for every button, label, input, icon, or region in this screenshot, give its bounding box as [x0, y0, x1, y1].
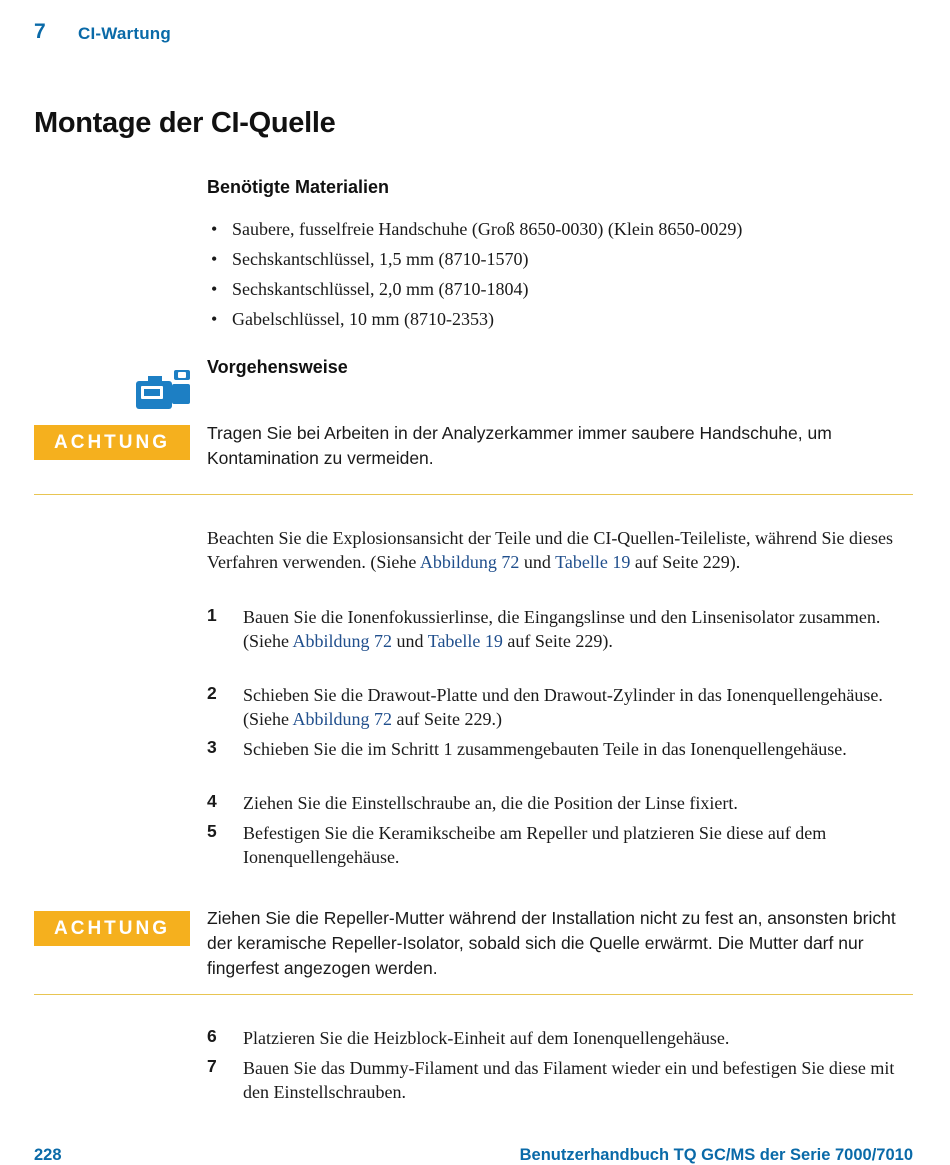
intro-paragraph — [207, 526, 919, 574]
intro-text: Beachten Sie die Explosionsansicht der Teile und die CI-Quellen-Teileliste, während Sie dieses Verfahren verwenden. (Siehe — [207, 528, 893, 572]
figure-link[interactable]: Abbildung 72 — [292, 709, 393, 729]
list-item: • Saubere, fusselfreie Handschuhe (Groß 8650-0030) (Klein 8650-0029) — [207, 214, 742, 244]
materials-heading: Benötigte Materialien — [207, 177, 390, 197]
figure-link[interactable]: Abbildung 72 — [292, 631, 393, 651]
step-text: Befestigen Sie die Keramikscheibe am Repeller und platzieren Sie diese auf dem Ionenquellengehäuse. — [243, 823, 827, 867]
step-text: Schieben Sie die im Schritt 1 zusammengebauten Teile in das Ionenquellengehäuse. — [243, 739, 847, 759]
manual-title: Benutzerhandbuch TQ GC/MS der Serie 7000/7010 — [519, 1146, 913, 1164]
procedure-step — [207, 791, 919, 815]
intro-text: und — [519, 552, 556, 572]
intro-text: auf Seite 229). — [630, 552, 741, 572]
chapter-number: 7 — [34, 20, 46, 43]
figure-link[interactable]: Abbildung 72 — [419, 552, 520, 572]
step-number: 5 — [207, 821, 217, 841]
caution-text: Tragen Sie bei Arbeiten in der Analyzerkammer immer saubere Handschuhe, um Kontamination zu vermeiden. — [207, 423, 832, 468]
procedure-heading: Vorgehensweise — [207, 357, 348, 377]
step-text-part: auf Seite 229). — [502, 631, 613, 651]
step-text-part: auf Seite 229.) — [392, 709, 502, 729]
step-text — [243, 605, 919, 653]
step-text — [243, 683, 919, 731]
step-text: Platzieren Sie die Heizblock-Einheit auf dem Ionenquellengehäuse. — [243, 1028, 730, 1048]
step-number: 7 — [207, 1056, 217, 1076]
step-number: 6 — [207, 1026, 217, 1046]
caution-text: Ziehen Sie die Repeller-Mutter während der Installation nicht zu fest an, ansonsten bricht der keramische Repeller-Isolator, sobald sich die Quelle erwärmt. Die Mutter darf nur fingerfest angezogen werden. — [207, 908, 896, 978]
page-number: 228 — [34, 1146, 62, 1164]
step-text-part: und — [392, 631, 428, 651]
step-number: 2 — [207, 683, 217, 703]
step-number: 3 — [207, 737, 217, 757]
list-item: • Sechskantschlüssel, 2,0 mm (8710-1804) — [207, 274, 742, 304]
procedure-step — [207, 1056, 919, 1104]
step-text-part: Bauen Sie die Ionenfokussierlinse, die Eingangslinse und den Linsenisolator zusammen. (Siehe — [243, 607, 881, 651]
procedure-step — [207, 1026, 919, 1050]
caution-badge: ACHTUNG — [34, 425, 190, 460]
procedure-step — [207, 683, 919, 731]
step-number: 4 — [207, 791, 217, 811]
page-title: Montage der CI-Quelle — [34, 107, 336, 139]
list-item: • Sechskantschlüssel, 1,5 mm (8710-1570) — [207, 244, 742, 274]
list-item: • Gabelschlüssel, 10 mm (8710-2353) — [207, 304, 742, 334]
video-camera-icon — [134, 368, 194, 412]
procedure-step — [207, 737, 919, 761]
table-link[interactable]: Tabelle 19 — [555, 552, 631, 572]
caution-badge: ACHTUNG — [34, 911, 190, 946]
divider — [34, 494, 913, 495]
step-number: 1 — [207, 605, 217, 625]
chapter-section-title: CI-Wartung — [78, 24, 171, 43]
step-text: Ziehen Sie die Einstellschraube an, die die Position der Linse fixiert. — [243, 793, 738, 813]
table-link[interactable]: Tabelle 19 — [427, 631, 503, 651]
divider — [34, 994, 913, 995]
step-text: Bauen Sie das Dummy-Filament und das Filament wieder ein und befestigen Sie diese mit den Einstellschrauben. — [243, 1058, 895, 1102]
procedure-step — [207, 605, 919, 653]
materials-list — [207, 214, 742, 334]
step-text-part: Schieben Sie die Drawout-Platte und den Drawout-Zylinder in das Ionenquellengehäuse. (Siehe — [243, 685, 883, 729]
procedure-step — [207, 821, 919, 869]
